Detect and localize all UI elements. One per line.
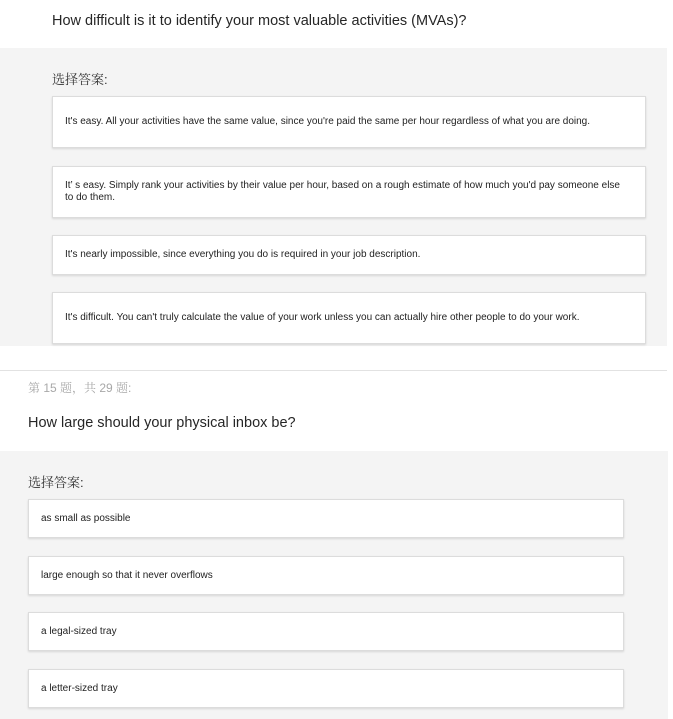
- question-2-option-1[interactable]: as small as possible: [28, 499, 624, 538]
- question-1-text: How difficult is it to identify your most valuable activities (MVAs)?: [52, 13, 467, 29]
- question-1-option-3[interactable]: It's nearly impossible, since everything you do is required in your job description.: [52, 235, 646, 275]
- question-2-answer-label: 选择答案:: [28, 475, 84, 490]
- question-1: [0, 0, 667, 346]
- question-2-option-3[interactable]: a legal-sized tray: [28, 612, 624, 651]
- question-divider: [0, 370, 667, 371]
- question-1-option-4[interactable]: It's difficult. You can't truly calculate the value of your work unless you can actually hire other people to do your work.: [52, 292, 646, 344]
- question-2: [0, 370, 673, 719]
- question-1-option-1[interactable]: It's easy. All your activities have the same value, since you're paid the same per hour regardless of what you are doing.: [52, 96, 646, 148]
- question-2-answer-panel: [0, 451, 668, 719]
- question-2-option-2[interactable]: large enough so that it never overflows: [28, 556, 624, 595]
- question-1-answer-label: 选择答案:: [52, 72, 108, 87]
- question-2-option-4[interactable]: a letter-sized tray: [28, 669, 624, 708]
- question-1-answer-panel: [0, 48, 667, 346]
- question-1-option-2[interactable]: It’ s easy. Simply rank your activities by their value per hour, based on a rough estimate of how much you'd pay someone else to do them.: [52, 166, 646, 218]
- question-2-text: How large should your physical inbox be?: [28, 415, 296, 431]
- question-counter: 第 15 题，共 29 题:: [28, 381, 132, 395]
